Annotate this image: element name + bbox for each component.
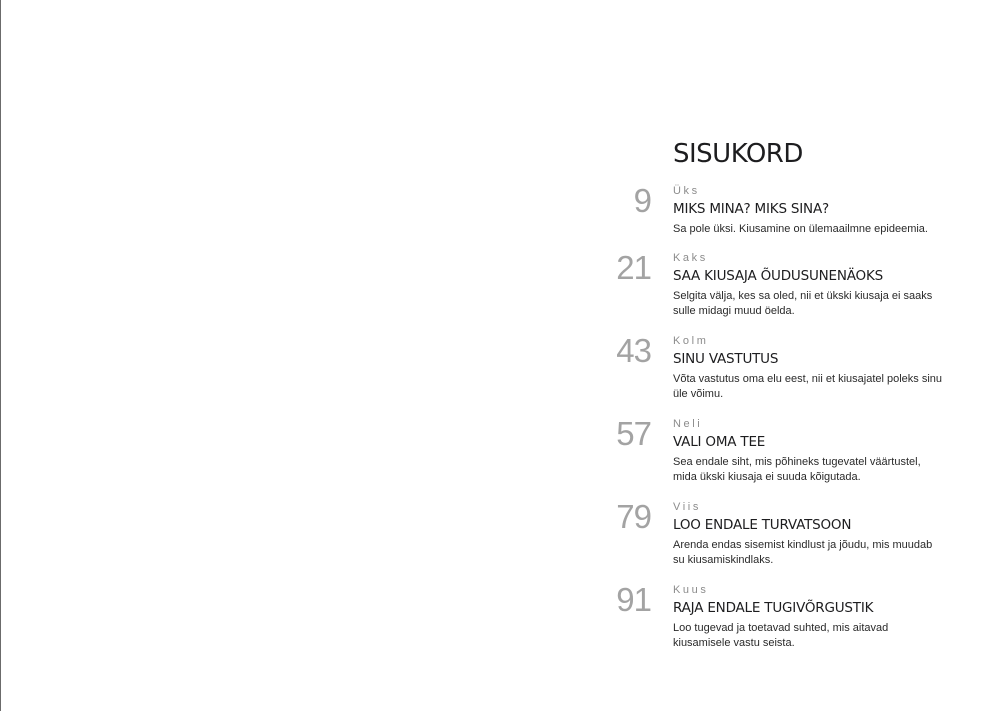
chapter-title: SINU VASTUTUS [673, 351, 779, 367]
chapter-title: SAA KIUSAJA ÕUDUSUNENÄOKS [673, 268, 884, 284]
chapter-title: LOO ENDALE TURVATSOON [673, 517, 852, 533]
chapter-number-word: Kolm [673, 335, 709, 347]
chapter-number-word: Viis [673, 501, 701, 513]
chapter-number-word: Neli [673, 418, 703, 430]
chapter-description: Selgita välja, kes sa oled, nii et ükski kiusaja ei saaks sulle midagi muud öelda. [673, 290, 933, 317]
page-number: 91 [616, 581, 651, 618]
chapter-title: VALI OMA TEE [673, 434, 766, 450]
chapter-number-word: Kaks [673, 252, 708, 264]
page-number: 9 [633, 182, 651, 219]
page-number: 79 [616, 498, 651, 535]
page-number: 43 [616, 332, 651, 369]
chapter-number-word: Üks [673, 185, 700, 197]
page-number: 21 [616, 249, 651, 286]
chapter-description: Loo tugevad ja toetavad suhted, mis aitavad kiusamisele vastu seista. [673, 622, 889, 649]
toc-title: SISUKORD [673, 139, 803, 169]
chapter-description: Võta vastutus oma elu eest, nii et kiusajatel poleks sinu üle võimu. [673, 373, 943, 400]
chapter-description: Sa pole üksi. Kiusamine on ülemaailmne epideemia. [673, 223, 928, 235]
chapter-description: Arenda endas sisemist kindlust ja jõudu, mis muudab su kiusamiskindlaks. [673, 539, 933, 566]
chapter-title: MIKS MINA? MIKS SINA? [673, 201, 829, 217]
chapter-description: Sea endale siht, mis põhineks tugevatel väärtustel, mida ükski kiusaja ei suuda kõigutada. [673, 456, 921, 483]
chapter-title: RAJA ENDALE TUGIVÕRGUSTIK [673, 600, 874, 616]
chapter-number-word: Kuus [673, 584, 709, 596]
page-number: 57 [616, 415, 651, 452]
